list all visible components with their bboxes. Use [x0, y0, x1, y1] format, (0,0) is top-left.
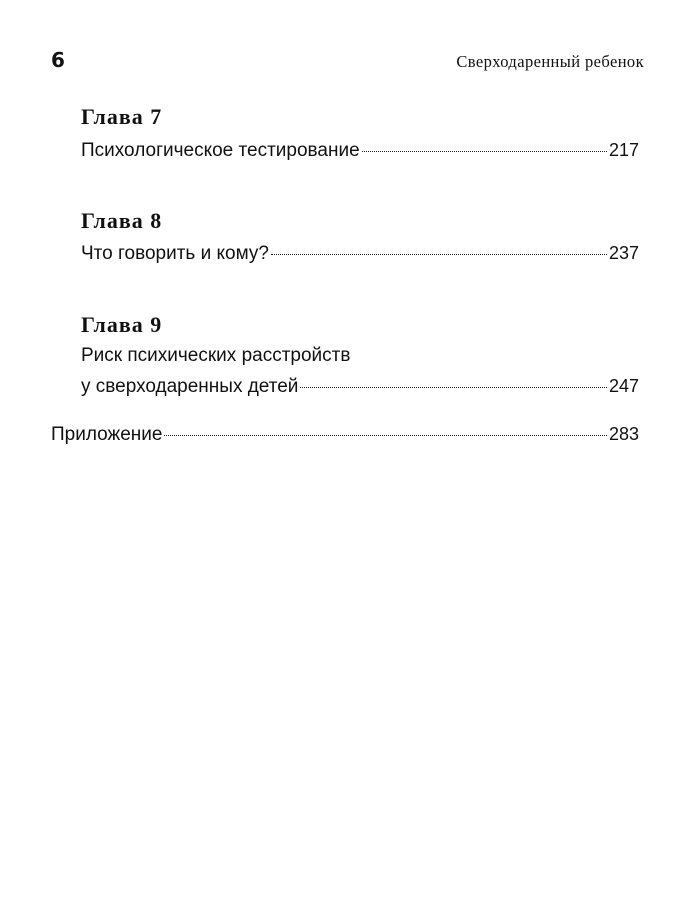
dot-leader: [362, 151, 607, 152]
running-head: Сверходаренный ребенок: [456, 52, 644, 71]
toc-entry-chapter-9[interactable]: [81, 373, 639, 400]
chapter-7-heading: Глава 7: [81, 104, 163, 129]
dot-leader: [271, 254, 607, 255]
chapter-9-heading: Глава 9: [81, 312, 163, 337]
toc-entry-page: 217: [608, 140, 639, 160]
toc-entry-chapter-7[interactable]: [81, 137, 639, 164]
dot-leader: [164, 435, 607, 436]
toc-entry-title: Психологическое тестирование: [81, 140, 360, 161]
toc-entry-page: 283: [608, 424, 639, 444]
dot-leader: [300, 387, 607, 388]
page-number: 6: [51, 48, 65, 72]
toc-entry-chapter-8[interactable]: [81, 240, 639, 267]
toc-entry-page: 237: [608, 243, 639, 263]
toc-entry-title: Приложение: [51, 424, 163, 445]
toc-entry-title-line-1: Риск психических расстройств: [81, 345, 351, 366]
toc-entry-appendix[interactable]: [51, 421, 639, 448]
chapter-8-heading: Глава 8: [81, 208, 163, 233]
toc-entry-title-line-2: у сверходаренных детей: [81, 376, 299, 397]
toc-entry-page: 247: [608, 376, 639, 396]
toc-entry-title: Что говорить и кому?: [81, 243, 269, 264]
